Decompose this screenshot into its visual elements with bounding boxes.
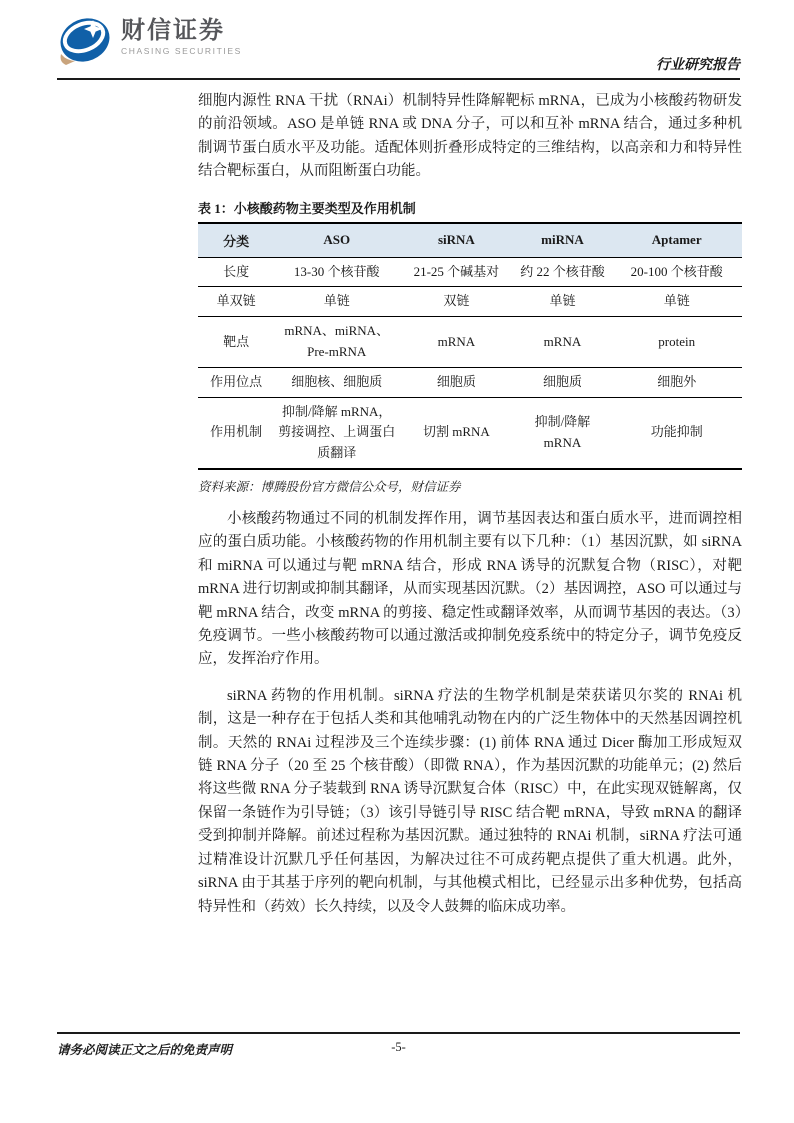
table-cell: 细胞质 xyxy=(399,367,513,397)
table-row xyxy=(198,367,742,397)
paragraph-sirna-mechanism: siRNA 药物的作用机制。siRNA 疗法的生物学机制是荣获诺贝尔奖的 RNAi 机制，这是一种存在于包括人类和其他哺乳动物在内的广泛生物体中的天然基因调控机制。天然的 RNAi 过程涉及三个连续步骤：(1) 前体 RNA 通过 Dicer 酶加工形成短双链 RNA 分子（20 至 25 个核苷酸）（即微 RNA），作为基因沉默的功能单元；(2) 然后将这些微 RNA 分子装载到 RNA 诱导沉默复合体（RISC）中，在此实现双链解离，仅保留一条链作为引导链；（3）该引导链引导 RISC 结合靶 mRNA，导致 mRNA 的翻译受到抑制并降解。前述过程称为基因沉默。通过独特的 RNAi 机制，siRNA 疗法可通过精准设计沉默几乎任何基因，为解决过往不可成药靶点提供了重大机遇。此外，siRNA 由于其基于序列的靶向机制，与其他模式相比，已经显示出多种优势，包括高特异性和（药效）长久持续，以及令人鼓舞的临床成功率。 xyxy=(198,687,742,915)
table-cell: 细胞质 xyxy=(514,367,612,397)
row-label-cell: 靶点 xyxy=(198,317,274,368)
table-cell: 单链 xyxy=(514,287,612,317)
disclaimer-text: 请务必阅读正文之后的免责声明 xyxy=(57,1043,233,1057)
table-1-block xyxy=(198,198,742,495)
drug-types-table xyxy=(198,222,742,470)
table-cell: protein xyxy=(611,317,742,368)
table-1-source: 资料来源：博腾股份官方微信公众号，财信证券 xyxy=(198,480,461,494)
table-cell: 20-100 个核苷酸 xyxy=(611,257,742,287)
table-row xyxy=(198,257,742,287)
row-label-cell: 长度 xyxy=(198,257,274,287)
paragraph-rnai-intro: 细胞内源性 RNA 干扰（RNAi）机制特异性降解靶标 mRNA，已成为小核酸药物研发的前沿领域。ASO 是单链 RNA 或 DNA 分子，可以和互补 mRNA 结合，通过多种机制调节蛋白质水平及功能。适配体则折叠形成特定的三维结构，以高亲和力和特异性结合靶标蛋白，从而阻断蛋白功能。 xyxy=(198,93,742,180)
table-row xyxy=(198,287,742,317)
table-cell: 抑制/降解 mRNA，剪接调控、上调蛋白质翻译 xyxy=(274,397,399,469)
footer-divider xyxy=(57,1032,740,1034)
table-cell: 单链 xyxy=(274,287,399,317)
table-cell: 13-30 个核苷酸 xyxy=(274,257,399,287)
table-cell: 功能抑制 xyxy=(611,397,742,469)
table-header-cell: Aptamer xyxy=(611,223,742,258)
page-footer xyxy=(57,1040,740,1060)
table-cell: 双链 xyxy=(399,287,513,317)
table-1-title: 表 1：小核酸药物主要类型及作用机制 xyxy=(198,200,416,216)
table-cell: 细胞外 xyxy=(611,367,742,397)
table-cell: mRNA、miRNA、Pre-mRNA xyxy=(274,317,399,368)
table-header-cell: 分类 xyxy=(198,223,274,258)
table-cell: 切割 mRNA xyxy=(399,397,513,469)
table-row xyxy=(198,397,742,469)
table-cell: 约 22 个核苷酸 xyxy=(514,257,612,287)
brand-text xyxy=(121,14,242,56)
table-row xyxy=(198,317,742,368)
table-cell: mRNA xyxy=(399,317,513,368)
table-cell: 细胞核、细胞质 xyxy=(274,367,399,397)
document-body xyxy=(198,90,742,919)
row-label-cell: 单双链 xyxy=(198,287,274,317)
table-cell: 单链 xyxy=(611,287,742,317)
table-header-cell: siRNA xyxy=(399,223,513,258)
table-body xyxy=(198,257,742,469)
row-label-cell: 作用位点 xyxy=(198,367,274,397)
brand-name-en: CHASING SECURITIES xyxy=(121,46,242,57)
table-cell: mRNA xyxy=(514,317,612,368)
page-number: -5- xyxy=(391,1040,406,1054)
chasing-securities-logo-icon xyxy=(57,14,113,68)
paragraph-mechanisms: 小核酸药物通过不同的机制发挥作用，调节基因表达和蛋白质水平，进而调控相应的蛋白质功能。小核酸药物的作用机制主要有以下几种：（1）基因沉默，如 siRNA 和 miRNA 可以通过与靶 mRNA 结合，形成 RNA 诱导的沉默复合物（RISC），对靶 mRNA 进行切割或抑制其翻译，从而实现基因沉默。（2）基因调控，ASO 可以通过与靶 mRNA 结合，改变 mRNA 的剪接、稳定性或翻译效率，从而调节基因的表达。（3）免疫调节。一些小核酸药物可以通过激活或抑制免疫系统中的特定分子，调节免疫反应，发挥治疗作用。 xyxy=(198,511,742,668)
header-divider xyxy=(57,78,740,80)
table-header-cell: miRNA xyxy=(514,223,612,258)
table-cell: 21-25 个碱基对 xyxy=(399,257,513,287)
report-type-label: 行业研究报告 xyxy=(656,58,740,73)
brand-name-cn: 财信证券 xyxy=(121,17,225,44)
page-header xyxy=(57,14,740,74)
company-logo xyxy=(57,14,242,68)
row-label-cell: 作用机制 xyxy=(198,397,274,469)
table-head-row xyxy=(198,223,742,258)
table-cell: 抑制/降解 mRNA xyxy=(514,397,612,469)
table-header-cell: ASO xyxy=(274,223,399,258)
